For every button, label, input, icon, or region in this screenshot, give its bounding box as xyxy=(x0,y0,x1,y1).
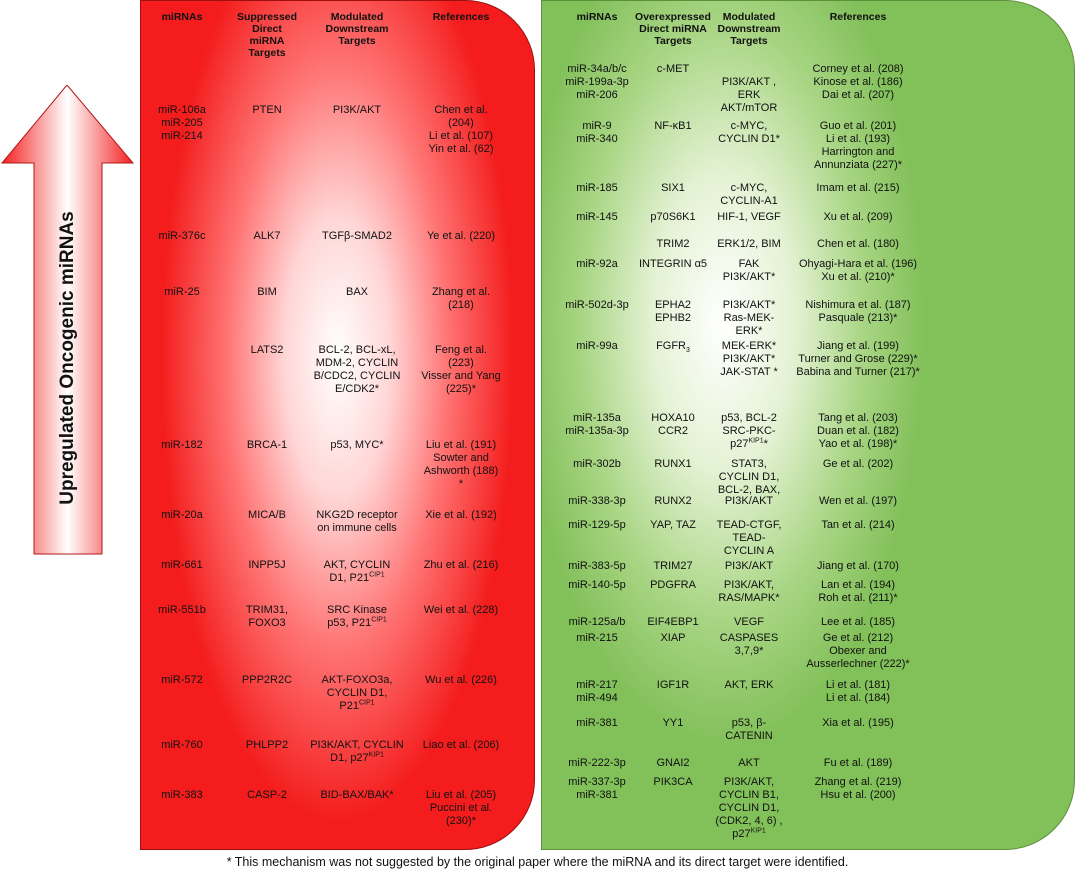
suppressor-row-4-direct-target: p70S6K1 xyxy=(650,211,696,223)
suppressor-row-5-direct-target: TRIM2 xyxy=(656,238,690,250)
suppressor-row-3-direct-target: SIX1 xyxy=(661,182,685,194)
oncogenic-row-11-reference: Liu et al. (205) Puccini et al. (230)* xyxy=(425,789,497,827)
oncogenic-row-5-mirna: miR-182 xyxy=(161,439,203,451)
suppressor-row-17-downstream-target: AKT, ERK xyxy=(724,679,774,691)
oncogenic-row-1-mirna: miR-106a miR-205 miR-214 xyxy=(158,104,206,142)
suppressor-row-17-mirna: miR-217 miR-494 xyxy=(576,679,618,704)
oncogenic-row-11-direct-target: CASP-2 xyxy=(247,789,287,801)
oncogenic-row-11-downstream-target: BID-BAX/BAK* xyxy=(320,789,394,801)
suppressor-row-19-reference: Fu et al. (189) xyxy=(823,757,893,769)
suppressor-row-8-downstream-target: MEK-ERK* PI3K/AKT* JAK-STAT * xyxy=(720,340,778,378)
suppressor-row-19-downstream-target: AKT xyxy=(738,757,760,769)
oncogenic-row-3-reference: Zhang et al. (218) xyxy=(431,286,491,311)
oncogenic-row-2-reference: Ye et al. (220) xyxy=(426,230,496,242)
suppressor-row-1-downstream-target: PI3K/AKT , ERK AKT/mTOR xyxy=(720,76,778,114)
suppressor-row-3-mirna: miR-185 xyxy=(576,182,618,194)
suppressor-row-14-direct-target: PDGFRA xyxy=(650,579,696,591)
oncogenic-mirna-table xyxy=(140,0,535,850)
suppressor-row-5-reference: Chen et al. (180) xyxy=(817,238,899,250)
oncogenic-row-2-downstream-target: TGFβ-SMAD2 xyxy=(322,230,392,242)
suppressor-row-6-downstream-target: FAK PI3K/AKT* xyxy=(722,258,776,283)
oncogenic-row-1-downstream-target: PI3K/AKT xyxy=(332,104,382,116)
suppressor-row-8-reference: Jiang et al. (199) Turner and Grose (229)* Babina and Turner (217)* xyxy=(796,340,920,378)
suppressor-row-11-downstream-target: PI3K/AKT xyxy=(724,495,774,507)
oncogenic-row-7-downstream-target: AKT, CYCLIN D1, $P21^{CIP1}$ xyxy=(323,559,391,584)
oncogenic-row-7-direct-target: INPP5J xyxy=(248,559,286,571)
suppressor-row-11-reference: Wen et al. (197) xyxy=(818,495,898,507)
oncogenic-row-9-direct-target: PPP2R2C xyxy=(241,674,293,686)
suppressor-row-10-mirna: miR-302b xyxy=(573,458,621,470)
oncogenic-row-8-reference: Wei et al. (228) xyxy=(423,604,499,616)
suppressor-row-2-downstream-target: c-MYC, CYCLIN D1* xyxy=(718,120,780,145)
suppressor-row-9-mirna: miR-135a miR-135a-3p xyxy=(565,412,629,437)
oncogenic-row-11-mirna: miR-383 xyxy=(161,789,203,801)
suppressor-row-4-downstream-target: HIF-1, VEGF xyxy=(717,211,781,223)
suppressor-row-11-direct-target: RUNX2 xyxy=(654,495,692,507)
suppressor-row-9-reference: Tang et al. (203) Duan et al. (182) Yao et al. (198)* xyxy=(817,412,899,450)
suppressor-row-1-reference: Corney et al. (208) Kinose et al. (186) Dai et al. (207) xyxy=(812,63,904,101)
suppressor-row-18-downstream-target: p53, β- CATENIN xyxy=(725,717,773,742)
oncogenic-row-10-reference: Liao et al. (206) xyxy=(422,739,500,751)
suppressor-row-16-reference: Ge et al. (212) Obexer and Ausserlechner (222)* xyxy=(806,632,910,670)
oncogenic-row-6-reference: Xie et al. (192) xyxy=(425,509,497,521)
suppressor-header-downstream-target: Modulated Downstream Targets xyxy=(717,11,781,47)
suppressor-row-9-direct-target: HOXA10 CCR2 xyxy=(651,412,695,437)
suppressor-row-19-direct-target: GNAI2 xyxy=(656,757,690,769)
suppressor-row-20-downstream-target: PI3K/AKT, CYCLIN B1, CYCLIN D1, (CDK2, 4, 6) , $p27^{KIP1}$ xyxy=(715,776,783,840)
suppressor-header-mirna: miRNAs xyxy=(576,11,618,23)
suppressor-row-15-mirna: miR-125a/b xyxy=(568,616,626,628)
suppressor-row-20-mirna: miR-337-3p miR-381 xyxy=(568,776,626,801)
oncogenic-row-1-direct-target: PTEN xyxy=(252,104,282,116)
suppressor-row-13-downstream-target: PI3K/AKT xyxy=(724,560,774,572)
suppressor-row-13-reference: Jiang et al. (170) xyxy=(817,560,899,572)
oncogenic-row-3-mirna: miR-25 xyxy=(164,286,200,298)
oncogenic-row-9-downstream-target: AKT-FOXO3a, CYCLIN D1, $P21^{CIP1}$ xyxy=(321,674,393,712)
upregulated-arrow-label: Upregulated Oncogenic miRNAs xyxy=(57,211,78,505)
oncogenic-row-3-downstream-target: BAX xyxy=(345,286,368,298)
suppressor-row-8-mirna: miR-99a xyxy=(576,340,618,352)
suppressor-row-7-reference: Nishimura et al. (187) Pasquale (213)* xyxy=(805,299,911,324)
suppressor-row-7-direct-target: EPHA2 EPHB2 xyxy=(654,299,692,324)
oncogenic-row-5-downstream-target: p53, MYC* xyxy=(330,439,384,451)
oncogenic-row-7-mirna: miR-661 xyxy=(161,559,203,571)
oncogenic-row-4-direct-target: LATS2 xyxy=(250,344,284,356)
oncogenic-row-8-mirna: miR-551b xyxy=(158,604,206,616)
suppressor-row-13-mirna: miR-383-5p xyxy=(568,560,626,572)
suppressor-row-12-mirna: miR-129-5p xyxy=(568,519,626,531)
suppressor-row-12-direct-target: YAP, TAZ xyxy=(650,519,696,531)
oncogenic-row-6-mirna: miR-20a xyxy=(161,509,203,521)
suppressor-row-3-downstream-target: c-MYC, CYCLIN-A1 xyxy=(720,182,778,207)
oncogenic-row-4-downstream-target: BCL-2, BCL-xL, MDM-2, CYCLIN B/CDC2, CYCLIN E/CDK2* xyxy=(313,344,401,395)
upregulated-arrow xyxy=(0,85,135,555)
suppressor-row-9-downstream-target: p53, BCL-2 SRC-PKC- $p27^{KIP1}*$ xyxy=(721,412,777,450)
tumor-suppressor-mirna-table xyxy=(541,0,1075,850)
suppressor-row-14-downstream-target: PI3K/AKT, RAS/MAPK* xyxy=(718,579,780,604)
oncogenic-header-reference: References xyxy=(432,11,490,23)
suppressor-row-12-downstream-target: TEAD-CTGF, TEAD- CYCLIN A xyxy=(716,519,782,557)
suppressor-row-2-mirna: miR-9 miR-340 xyxy=(576,120,618,145)
suppressor-row-20-direct-target: PIK3CA xyxy=(653,776,693,788)
suppressor-row-3-reference: Imam et al. (215) xyxy=(816,182,900,194)
suppressor-row-13-direct-target: TRIM27 xyxy=(653,560,693,572)
oncogenic-row-6-downstream-target: NKG2D receptor on immune cells xyxy=(316,509,398,534)
suppressor-header-reference: References xyxy=(829,11,887,23)
oncogenic-row-10-downstream-target: PI3K/AKT, CYCLIN D1, $p27^{KIP1}$ xyxy=(310,739,404,764)
oncogenic-row-4-reference: Feng et al. (223) Visser and Yang (225)* xyxy=(421,344,501,395)
suppressor-row-12-reference: Tan et al. (214) xyxy=(821,519,895,531)
oncogenic-row-10-direct-target: PHLPP2 xyxy=(245,739,289,751)
oncogenic-row-6-direct-target: MICA/B xyxy=(248,509,286,521)
oncogenic-header-direct-target: Suppressed Direct miRNA Targets xyxy=(236,11,298,59)
oncogenic-row-5-direct-target: BRCA-1 xyxy=(246,439,288,451)
suppressor-row-15-direct-target: EIF4EBP1 xyxy=(647,616,699,628)
oncogenic-header-downstream-target: Modulated Downstream Targets xyxy=(325,11,389,47)
suppressor-row-10-reference: Ge et al. (202) xyxy=(822,458,894,470)
oncogenic-row-9-reference: Wu et al. (226) xyxy=(425,674,497,686)
suppressor-row-5-downstream-target: ERK1/2, BIM xyxy=(717,238,781,250)
suppressor-header-direct-target: Overexpressed Direct miRNA Targets xyxy=(635,11,711,47)
suppressor-row-20-reference: Zhang et al. (219) Hsu et al. (200) xyxy=(814,776,902,801)
suppressor-row-10-direct-target: RUNX1 xyxy=(654,458,692,470)
suppressor-row-14-mirna: miR-140-5p xyxy=(568,579,626,591)
oncogenic-row-2-direct-target: ALK7 xyxy=(253,230,281,242)
oncogenic-header-mirna: miRNAs xyxy=(161,11,203,23)
suppressor-row-8-direct-target: $FGFR_3$ xyxy=(656,340,690,355)
suppressor-row-18-reference: Xia et al. (195) xyxy=(822,717,894,729)
suppressor-row-2-reference: Guo et al. (201) Li et al. (193) Harrington and Annunziata (227)* xyxy=(813,120,903,171)
suppressor-row-6-direct-target: INTEGRIN α5 xyxy=(638,258,708,270)
suppressor-row-6-mirna: miR-92a xyxy=(576,258,618,270)
suppressor-row-2-direct-target: NF-κB1 xyxy=(654,120,692,132)
suppressor-row-1-mirna: miR-34a/b/c miR-199a-3p miR-206 xyxy=(565,63,629,101)
suppressor-row-4-reference: Xu et al. (209) xyxy=(823,211,893,223)
suppressor-row-1-direct-target: c-MET xyxy=(656,63,690,75)
suppressor-row-18-mirna: miR-381 xyxy=(576,717,618,729)
suppressor-row-15-reference: Lee et al. (185) xyxy=(821,616,895,628)
oncogenic-row-5-reference: Liu et al. (191) Sowter and Ashworth (188) * xyxy=(423,439,499,490)
suppressor-row-18-direct-target: YY1 xyxy=(662,717,684,729)
oncogenic-row-2-mirna: miR-376c xyxy=(158,230,206,242)
suppressor-row-11-mirna: miR-338-3p xyxy=(568,495,626,507)
footnote: * This mechanism was not suggested by the original paper where the miRNA and its direct target were identified. xyxy=(226,855,849,869)
suppressor-row-17-direct-target: IGF1R xyxy=(656,679,690,691)
suppressor-row-6-reference: Ohyagi-Hara et al. (196) Xu et al. (210)* xyxy=(799,258,917,283)
suppressor-row-10-downstream-target: STAT3, CYCLIN D1, BCL-2, BAX, xyxy=(717,458,781,496)
oncogenic-row-8-direct-target: TRIM31, FOXO3 xyxy=(245,604,289,629)
suppressor-row-16-mirna: miR-215 xyxy=(576,632,618,644)
suppressor-row-7-downstream-target: PI3K/AKT* Ras-MEK- ERK* xyxy=(722,299,776,337)
oncogenic-row-9-mirna: miR-572 xyxy=(161,674,203,686)
oncogenic-row-3-direct-target: BIM xyxy=(257,286,277,298)
suppressor-row-17-reference: Li et al. (181) Li et al. (184) xyxy=(825,679,891,704)
suppressor-row-4-mirna: miR-145 xyxy=(576,211,618,223)
suppressor-row-15-downstream-target: VEGF xyxy=(734,616,764,628)
suppressor-row-14-reference: Lan et al. (194) Roh et al. (211)* xyxy=(818,579,898,604)
oncogenic-row-8-downstream-target: SRC Kinase p53, $P21^{CIP1}$ xyxy=(327,604,387,629)
suppressor-row-19-mirna: miR-222-3p xyxy=(568,757,626,769)
oncogenic-row-10-mirna: miR-760 xyxy=(161,739,203,751)
oncogenic-row-1-reference: Chen et al. (204) Li et al. (107) Yin et al. (62) xyxy=(428,104,494,155)
suppressor-row-16-direct-target: XIAP xyxy=(660,632,686,644)
suppressor-row-16-downstream-target: CASPASES 3,7,9* xyxy=(719,632,779,657)
suppressor-row-7-mirna: miR-502d-3p xyxy=(565,299,629,311)
oncogenic-row-7-reference: Zhu et al. (216) xyxy=(423,559,499,571)
